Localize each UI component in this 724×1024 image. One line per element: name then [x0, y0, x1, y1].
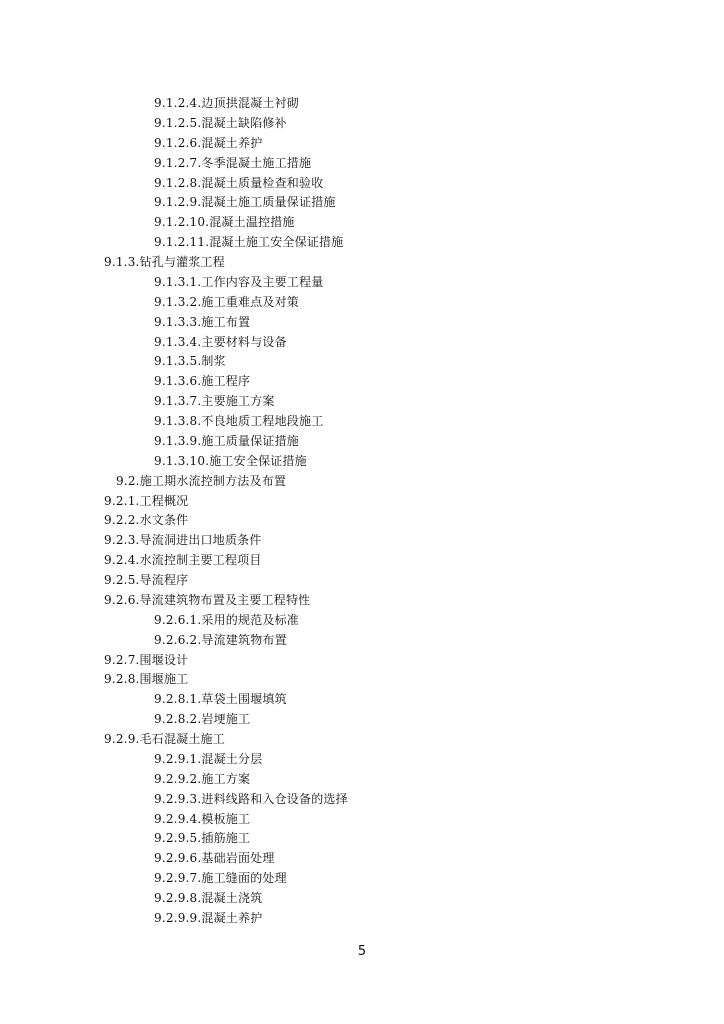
toc-entry: 9.1.3.8.不良地质工程地段施工 [154, 414, 324, 428]
toc-entry: 9.2.9.5.插筋施工 [154, 831, 251, 846]
toc-entry: 9.1.3.3.施工布置 [154, 314, 251, 329]
toc-entry: 9.1.2.10.混凝土温控措施 [154, 215, 295, 230]
toc-entry: 9.1.2.5.混凝土缺陷修补 [154, 115, 287, 130]
toc-entry: 9.2.6.1.采用的规范及标准 [154, 612, 299, 627]
toc-entry: 9.2.8.2.岩埂施工 [154, 712, 251, 727]
toc-entry: 9.1.3.7.主要施工方案 [154, 394, 275, 409]
toc-entry: 9.2.施工期水流控制方法及布置 [116, 473, 287, 488]
toc-entry: 9.1.2.8.混凝土质量检查和验收 [154, 175, 324, 190]
toc-entry: 9.1.3.9.施工质量保证措施 [154, 433, 299, 448]
page-number: 5 [357, 944, 367, 959]
toc-entry: 9.1.3.2.施工重难点及对策 [154, 294, 299, 309]
toc-entry: 9.1.2.7.冬季混凝土施工措施 [154, 155, 312, 170]
toc-entry: 9.2.9.8.混凝土浇筑 [154, 891, 263, 905]
toc-entry: 9.2.5.导流程序 [104, 573, 189, 587]
toc-entry: 9.2.7.围堰设计 [104, 652, 189, 667]
toc-entry: 9.2.8.围堰施工 [104, 672, 189, 687]
toc-entry: 9.1.2.9.混凝土施工质量保证措施 [154, 195, 336, 210]
toc-entry: 9.1.2.4.边顶拱混凝土衬砌 [154, 96, 299, 110]
toc-entry: 9.1.3.10.施工安全保证措施 [154, 453, 307, 468]
table-of-contents [0, 94, 724, 929]
toc-entry: 9.2.9.2.施工方案 [154, 771, 251, 786]
toc-entry: 9.1.3.5.制浆 [154, 354, 226, 369]
toc-entry: 9.2.9.毛石混凝土施工 [104, 732, 225, 746]
toc-entry: 9.2.9.4.模板施工 [154, 811, 251, 826]
toc-entry: 9.2.9.6.基础岩面处理 [154, 851, 275, 866]
toc-entry: 9.1.2.11.混凝土施工安全保证措施 [154, 235, 344, 250]
toc-entry: 9.1.3.1.工作内容及主要工程量 [154, 274, 324, 289]
toc-entry: 9.2.4.水流控制主要工程项目 [104, 553, 262, 568]
toc-entry: 9.2.8.1.草袋土围堰填筑 [154, 692, 287, 707]
toc-entry: 9.2.9.9.混凝土养护 [154, 910, 263, 925]
toc-entry: 9.2.6.导流建筑物布置及主要工程特性 [104, 592, 311, 607]
toc-entry: 9.2.6.2.导流建筑物布置 [154, 632, 287, 647]
toc-entry: 9.1.2.6.混凝土养护 [154, 135, 263, 150]
toc-entry: 9.1.3.钻孔与灌浆工程 [104, 255, 225, 269]
toc-entry: 9.2.3.导流洞进出口地质条件 [104, 533, 262, 548]
toc-entry: 9.2.9.1.混凝土分层 [154, 751, 263, 766]
toc-entry: 9.2.9.3.进料线路和入仓设备的选择 [154, 791, 348, 806]
toc-entry: 9.2.2.水文条件 [104, 513, 189, 528]
toc-entry: 9.2.1.工程概况 [104, 493, 189, 508]
toc-entry: 9.2.9.7.施工缝面的处理 [154, 871, 287, 886]
toc-entry: 9.1.3.4.主要材料与设备 [154, 334, 287, 349]
toc-entry: 9.1.3.6.施工程序 [154, 374, 251, 389]
